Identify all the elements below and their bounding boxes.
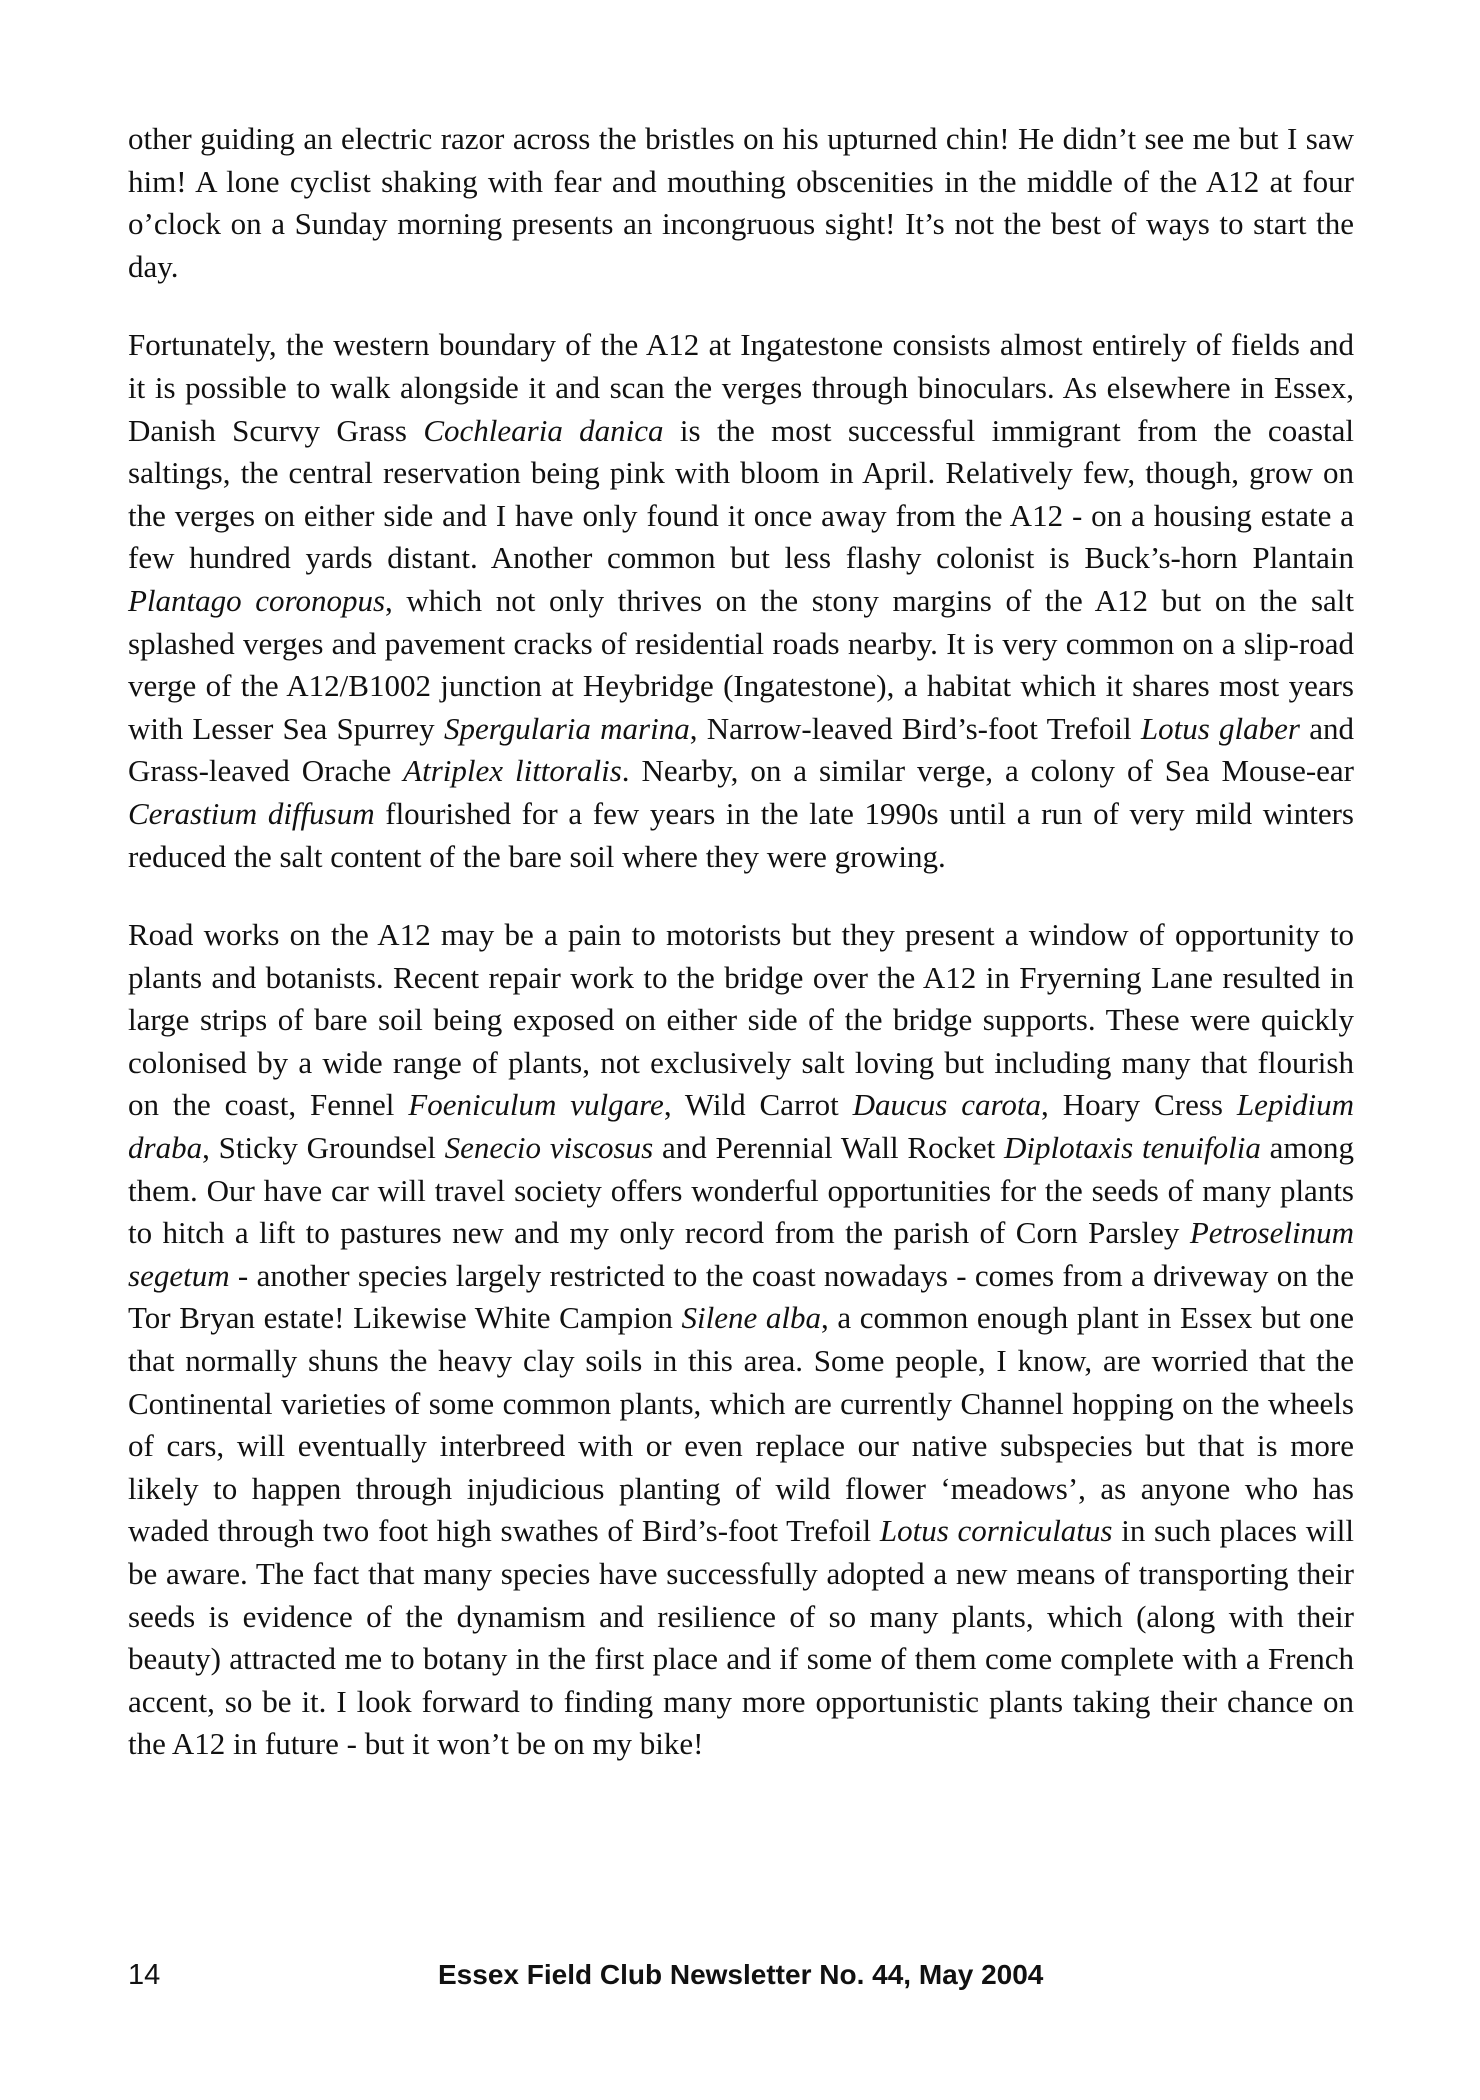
species-name: Silene alba — [681, 1300, 821, 1336]
text-run: , Wild Carrot — [663, 1087, 853, 1123]
paragraph-1 — [128, 118, 1354, 288]
species-name: Senecio viscosus — [444, 1130, 654, 1166]
text-run: in such places will be aware. The fact that many species have successfully adopted a new means of transporting their seeds is evidence of the dynamism and resilience of so many plants, which (along with their beauty) attracted me to botany in the first place and if some of them come complete with a French accent, so be it. I look forward to finding many more opportunistic plants taking their chance on the A12 in future - but it won’t be on my bike! — [128, 1513, 1355, 1762]
text-run: and Perennial Wall Rocket — [653, 1130, 1005, 1166]
text-run: , which not only thrives on the stony margins of the A12 but on the salt splashed verges and pavement cracks of residential roads nearby. It is very common on a slip-road verge of the A12/B1002 junction at Heybridge (Ingatestone), a habitat which it shares most years with Lesser Sea Spurrey — [128, 582, 1355, 746]
paragraph-2 — [128, 324, 1354, 878]
page-footer — [128, 1957, 1354, 1997]
page-number: 14 — [128, 1959, 161, 1991]
text-run: is the most successful immigrant from the coastal saltings, the central reservation being pink with bloom in April. Relatively few, though, grow on the verges on either side and I have only found it once away from the A12 - on a housing estate a few hundred yards distant. Another common but less flashy colonist is Buck’s-horn Plantain — [128, 412, 1355, 576]
text-run: other guiding an electric razor across the bristles on his upturned chin! He didn’t see me but I saw him! A lone cyclist shaking with fear and mouthing obscenities in the middle of the A12 at four o’clock on a Sunday morning presents an incongruous sight! It’s not the best of ways to start the day. — [128, 121, 1354, 284]
species-name: Diplotaxis tenuifolia — [1004, 1130, 1261, 1166]
page-body — [128, 118, 1354, 1766]
species-name: Plantago coronopus — [128, 582, 386, 618]
species-name: Lotus glaber — [1140, 710, 1300, 746]
species-name: Daucus carota — [852, 1087, 1042, 1123]
text-run: flourished for a few years in the late 1990s until a run of very mild winters reduced the salt content of the bare soil where they were growing. — [128, 795, 1354, 874]
text-run: , Narrow-leaved Bird’s-foot Trefoil — [689, 710, 1141, 746]
text-run: , Hoary Cress — [1041, 1087, 1237, 1123]
species-name: Petroselinum segetum — [128, 1215, 1354, 1293]
text-run: among them. Our have car will travel society offers wonderful opportunities for the seeds of many plants to hitch a lift to pastures new and my only record from the parish of Corn Parsley — [128, 1130, 1355, 1251]
text-run: and Grass-leaved Orache — [128, 710, 1354, 789]
species-name: Foeniculum vulgare — [408, 1087, 664, 1123]
species-name: Atriplex littoralis — [403, 753, 622, 789]
text-run: , Sticky Groundsel — [202, 1130, 445, 1166]
text-run: , a common enough plant in Essex but one that normally shuns the heavy clay soils in this area. Some people, I know, are worried that the Continental varieties of some common plants, which are currently Channel hopping on the wheels of cars, will eventually interbreed with or even replace our native subspecies but that is more likely to happen through injudicious planting of wild flower ‘meadows’, as anyone who has waded through two foot high swathes of Bird’s-foot Trefoil — [128, 1300, 1354, 1549]
species-name: Cochlearia danica — [423, 412, 664, 448]
species-name: Lotus corniculatus — [879, 1513, 1113, 1549]
text-run: - another species largely restricted to the coast nowadays - comes from a driveway on the Tor Bryan estate! Likewise White Campion — [128, 1257, 1354, 1336]
species-name: Cerastium diffusum — [128, 795, 375, 831]
species-name: Spergularia marina — [443, 710, 690, 746]
text-run: Road works on the A12 may be a pain to motorists but they present a window of opportunity to plants and botanists. Recent repair work to the bridge over the A12 in Fryerning Lane resulted in large strips of bare soil being exposed on either side of the bridge supports. These were quickly colonised by a wide range of plants, not exclusively salt loving but including many that flourish on the coast, Fennel — [128, 917, 1354, 1123]
species-name: Lepidium draba — [128, 1087, 1354, 1166]
text-run: . Nearby, on a similar verge, a colony of Sea Mouse-ear — [621, 753, 1354, 789]
text-run: Fortunately, the western boundary of the A12 at Ingatestone consists almost entirely of fields and it is possible to walk alongside it and scan the verges through binoculars. As elsewhere in Essex, Danish Scurvy Grass — [128, 327, 1354, 448]
paragraph-3 — [128, 914, 1354, 1766]
running-footer-title: Essex Field Club Newsletter No. 44, May 2004 — [438, 1959, 1044, 1990]
